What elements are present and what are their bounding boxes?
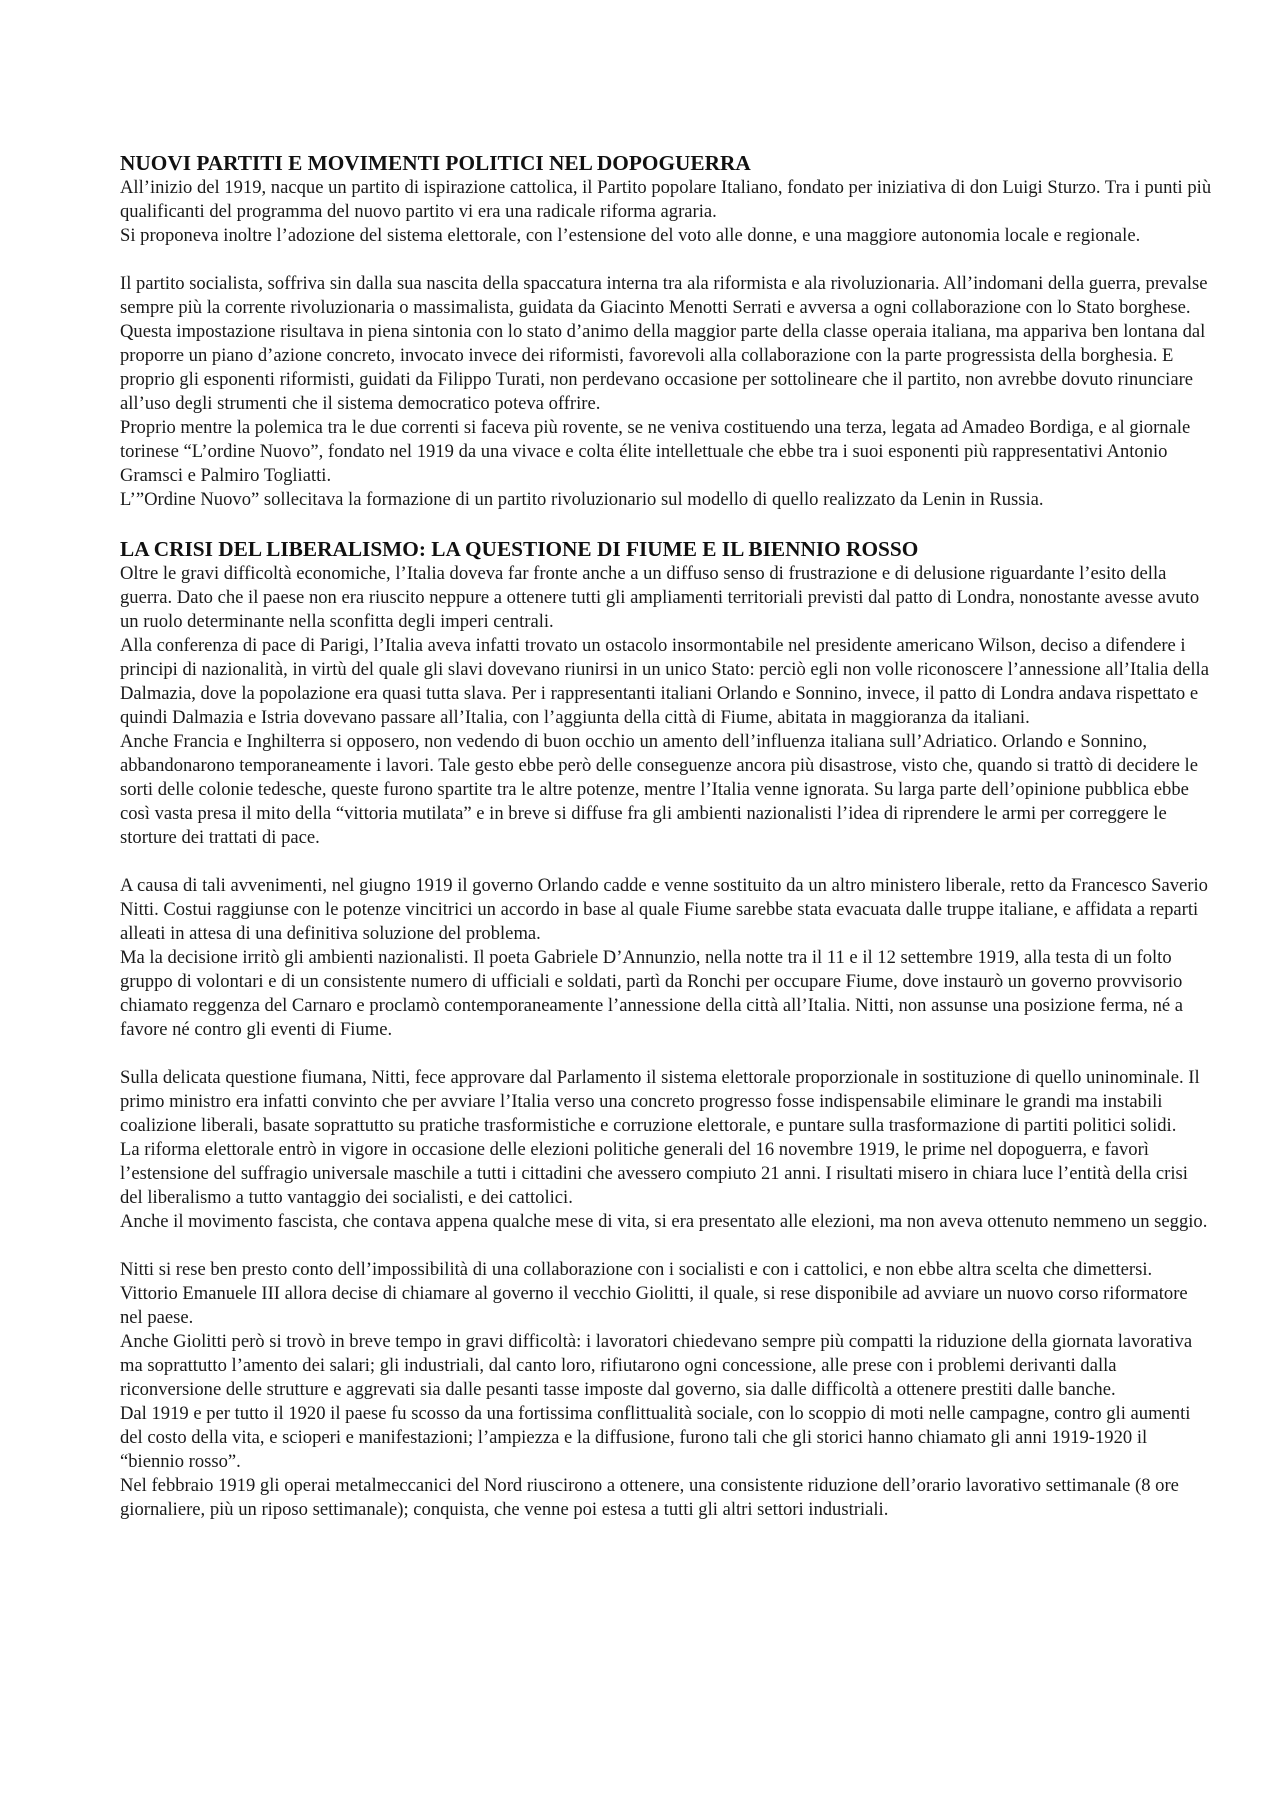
paragraph: Il partito socialista, soffriva sin dalla sua nascita della spaccatura interna tra ala riformista e ala rivoluzionaria. All’indomani della guerra, prevalse sempre più la corrente rivoluzionaria o massimalista, guidata da Giacinto Menotti Serrati e avversa a ogni collaborazione con lo Stato borghese. Questa impostazione risultava in piena sintonia con lo stato d’animo della maggior parte della classe operaia italiana, ma appariva ben lontana dal proporre un piano d’azione concreto, invocato invece dei riformisti, favorevoli alla collaborazione con la parte progressista della borghesia. E proprio gli esponenti riformisti, guidati da Filippo Turati, non perdevano occasione per sottolineare che il partito, non avrebbe dovuto rinunciare all’uso degli strumenti che il sistema democratico poteva offrire. bbox=[120, 273, 1208, 414]
paragraph: A causa di tali avvenimenti, nel giugno 1919 il governo Orlando cadde e venne sostituito da un altro ministero liberale, retto da Francesco Saverio Nitti. Costui raggiunse con le potenze vincitrici un accordo in base al quale Fiume sarebbe stata evacuata dalle truppe italiane, e affidata a reparti alleati in attesa di una definitiva soluzione del problema. bbox=[120, 875, 1208, 944]
section-new-parties bbox=[120, 150, 1214, 512]
paragraph: Oltre le gravi difficoltà economiche, l’Italia doveva far fronte anche a un diffuso senso di frustrazione e di delusione riguardante l’esito della guerra. Dato che il paese non era riuscito neppure a ottenere tutti gli ampliamenti territoriali previsti dal patto di Londra, nonostante avesse avuto un ruolo determinante nella sconfitta degli imperi centrali. bbox=[120, 563, 1200, 632]
paragraph: La riforma elettorale entrò in vigore in occasione delle elezioni politiche generali del 16 novembre 1919, le prime nel dopoguerra, e favorì l’estensione del suffragio universale maschile a tutti i cittadini che avessero compiuto 21 anni. I risultati misero in chiara luce l’entità della crisi del liberalismo a tutto vantaggio dei socialisti, e dei cattolici. bbox=[120, 1139, 1188, 1208]
paragraph: Vittorio Emanuele III allora decise di chiamare al governo il vecchio Giolitti, il quale, si rese disponibile ad avviare un nuovo corso riformatore nel paese. bbox=[120, 1283, 1188, 1328]
paragraph: Ma la decisione irritò gli ambienti nazionalisti. Il poeta Gabriele D’Annunzio, nella notte tra il 11 e il 12 settembre 1919, alla testa di un folto gruppo di volontari e di un consistente numero di ufficiali e soldati, partì da Ronchi per occupare Fiume, dove instaurò un governo provvisorio chiamato reggenza del Carnaro e proclamò contemporaneamente l’annessione della città all’Italia. Nitti, non assunse una posizione ferma, né a favore né contro gli eventi di Fiume. bbox=[120, 947, 1184, 1040]
section-liberalism-crisis bbox=[120, 536, 1214, 1522]
paragraph: All’inizio del 1919, nacque un partito di ispirazione cattolica, il Partito popolare Italiano, fondato per iniziativa di don Luigi Sturzo. Tra i punti più qualificanti del programma del nuovo partito vi era una radicale riforma agraria. bbox=[120, 177, 1212, 222]
paragraph: Sulla delicata questione fiumana, Nitti, fece approvare dal Parlamento il sistema elettorale proporzionale in sostituzione di quello uninominale. Il primo ministro era infatti convinto che per avviare l’Italia verso una concreto progresso fosse indispensabile eliminare le grandi ma instabili coalizione liberali, basate soprattutto su pratiche trasformistiche e corruzione elettorale, e puntare sulla trasformazione di partiti politici solidi. bbox=[120, 1067, 1200, 1136]
paragraph: Anche Giolitti però si trovò in breve tempo in gravi difficoltà: i lavoratori chiedevano sempre più compatti la riduzione della giornata lavorativa ma soprattutto l’amento dei salari; gli industriali, dal canto loro, rifiutarono ogni concessione, alle prese con i problemi derivanti dalla riconversione delle strutture e aggrevati sia dalle pesanti tasse imposte dal governo, sia dalle difficoltà a ottenere prestiti dalle banche. bbox=[120, 1331, 1193, 1400]
paragraph: Dal 1919 e per tutto il 1920 il paese fu scosso da una fortissima conflittualità sociale, con lo scoppio di moti nelle campagne, contro gli aumenti del costo della vita, e scioperi e manifestazioni; l’ampiezza e la diffusione, furono tali che gli storici hanno chiamato gli anni 1919-1920 il “biennio rosso”. bbox=[120, 1403, 1191, 1472]
paragraph: Nitti si rese ben presto conto dell’impossibilità di una collaborazione con i socialisti e con i cattolici, e non ebbe altra scelta che dimettersi. bbox=[120, 1259, 1153, 1280]
section-heading: LA CRISI DEL LIBERALISMO: LA QUESTIONE DI FIUME E IL BIENNIO ROSSO bbox=[120, 537, 919, 561]
paragraph: L’”Ordine Nuovo” sollecitava la formazione di un partito rivoluzionario sul modello di quello realizzato da Lenin in Russia. bbox=[120, 489, 1044, 510]
paragraph: Anche il movimento fascista, che contava appena qualche mese di vita, si era presentato alle elezioni, ma non aveva ottenuto nemmeno un seggio. bbox=[120, 1211, 1208, 1232]
paragraph: Proprio mentre la polemica tra le due correnti si faceva più rovente, se ne veniva costituendo una terza, legata ad Amadeo Bordiga, e al giornale torinese “L’ordine Nuovo”, fondato nel 1919 da una vivace e colta élite intellettuale che ebbe tra i suoi esponenti più rappresentativi Antonio Gramsci e Palmiro Togliatti. bbox=[120, 417, 1191, 486]
paragraph: Nel febbraio 1919 gli operai metalmeccanici del Nord riuscirono a ottenere, una consistente riduzione dell’orario lavorativo settimanale (8 ore giornaliere, più un riposo settimanale); conquista, che venne poi estesa a tutti gli altri settori industriali. bbox=[120, 1475, 1179, 1520]
paragraph: Anche Francia e Inghilterra si opposero, non vedendo di buon occhio un amento dell’influenza italiana sull’Adriatico. Orlando e Sonnino, abbandonarono temporaneamente i lavori. Tale gesto ebbe però delle conseguenze ancora più disastrose, visto che, quando si trattò di decidere le sorti delle colonie tedesche, queste furono spartite tra le altre potenze, mentre l’Italia venne ignorata. Su larga parte dell’opinione pubblica ebbe così vasta presa il mito della “vittoria mutilata” e in breve si diffuse fra gli ambienti nazionalisti l’idea di riprendere le armi per correggere le storture dei trattati di pace. bbox=[120, 731, 1198, 848]
section-heading: NUOVI PARTITI E MOVIMENTI POLITICI NEL DOPOGUERRA bbox=[120, 151, 751, 175]
document-page bbox=[120, 150, 1214, 1522]
paragraph: Alla conferenza di pace di Parigi, l’Italia aveva infatti trovato un ostacolo insormontabile nel presidente americano Wilson, deciso a difendere i principi di nazionalità, in virtù del quale gli slavi dovevano riunirsi in un unico Stato: perciò egli non volle riconoscere l’annessione all’Italia della Dalmazia, dove la popolazione era quasi tutta slava. Per i rappresentanti italiani Orlando e Sonnino, invece, il patto di Londra andava rispettato e quindi Dalmazia e Istria dovevano passare all’Italia, con l’aggiunta della città di Fiume, abitata in maggioranza da italiani. bbox=[120, 635, 1209, 728]
paragraph: Si proponeva inoltre l’adozione del sistema elettorale, con l’estensione del voto alle donne, e una maggiore autonomia locale e regionale. bbox=[120, 225, 1141, 246]
